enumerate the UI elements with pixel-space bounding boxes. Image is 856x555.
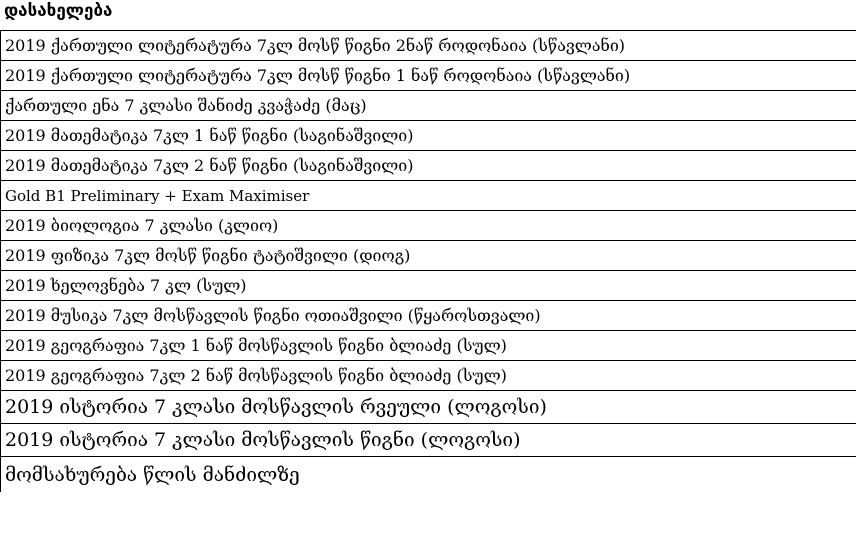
table-row[interactable] [0, 61, 856, 91]
table-row[interactable] [0, 361, 856, 391]
row-text: 2019 ხელოვნება 7 კლ (სულ) [5, 276, 247, 295]
row-text: 2019 მუსიკა 7კლ მოსწავლის წიგნი ოთიაშვილი (წყაროსთვალი) [5, 306, 541, 325]
table-row[interactable] [0, 391, 856, 424]
row-text: მომსახურება წლის მანძილზე [5, 463, 300, 486]
table-row[interactable] [0, 301, 856, 331]
row-text: Gold B1 Preliminary + Exam Maximiser [5, 186, 310, 205]
table-row[interactable] [0, 121, 856, 151]
row-text: 2019 ქართული ლიტერატურა 7კლ მოსწ წიგნი 2ნაწ როდონაია (სწავლანი) [5, 36, 626, 55]
row-text: 2019 ქართული ლიტერატურა 7კლ მოსწ წიგნი 1 ნაწ როდონაია (სწავლანი) [5, 66, 631, 85]
row-text: 2019 ფიზიკა 7კლ მოსწ წიგნი ტატიშვილი (დიოგ) [5, 246, 411, 265]
row-text: 2019 გეოგრაფია 7კლ 2 ნაწ მოსწავლის წიგნი ბლიაძე (სულ) [5, 366, 507, 385]
row-text: 2019 ისტორია 7 კლასი მოსწავლის წიგნი (ლოგოსი) [5, 429, 521, 451]
row-text: 2019 გეოგრაფია 7კლ 1 ნაწ მოსწავლის წიგნი ბლიაძე (სულ) [5, 336, 507, 355]
row-text: ქართული ენა 7 კლასი შანიძე კვაჭაძე (მაც) [5, 96, 367, 115]
table-row[interactable] [0, 424, 856, 457]
table-row[interactable] [0, 241, 856, 271]
table-row[interactable] [0, 271, 856, 301]
column-header-name: დასახელება [4, 1, 113, 21]
table-row[interactable] [0, 31, 856, 61]
table-row[interactable] [0, 91, 856, 121]
row-text: 2019 ისტორია 7 კლასი მოსწავლის რვეული (ლოგოსი) [5, 396, 547, 418]
table-row[interactable] [0, 331, 856, 361]
table-row[interactable] [0, 211, 856, 241]
table-row[interactable] [0, 181, 856, 211]
row-text: 2019 მათემატიკა 7კლ 1 ნაწ წიგნი (საგინაშვილი) [5, 126, 414, 145]
row-text: 2019 ბიოლოგია 7 კლასი (კლიო) [5, 216, 279, 235]
table-row[interactable] [0, 457, 856, 492]
table-row[interactable] [0, 151, 856, 181]
row-text: 2019 მათემატიკა 7კლ 2 ნაწ წიგნი (საგინაშვილი) [5, 156, 414, 175]
book-list-table [0, 30, 856, 492]
